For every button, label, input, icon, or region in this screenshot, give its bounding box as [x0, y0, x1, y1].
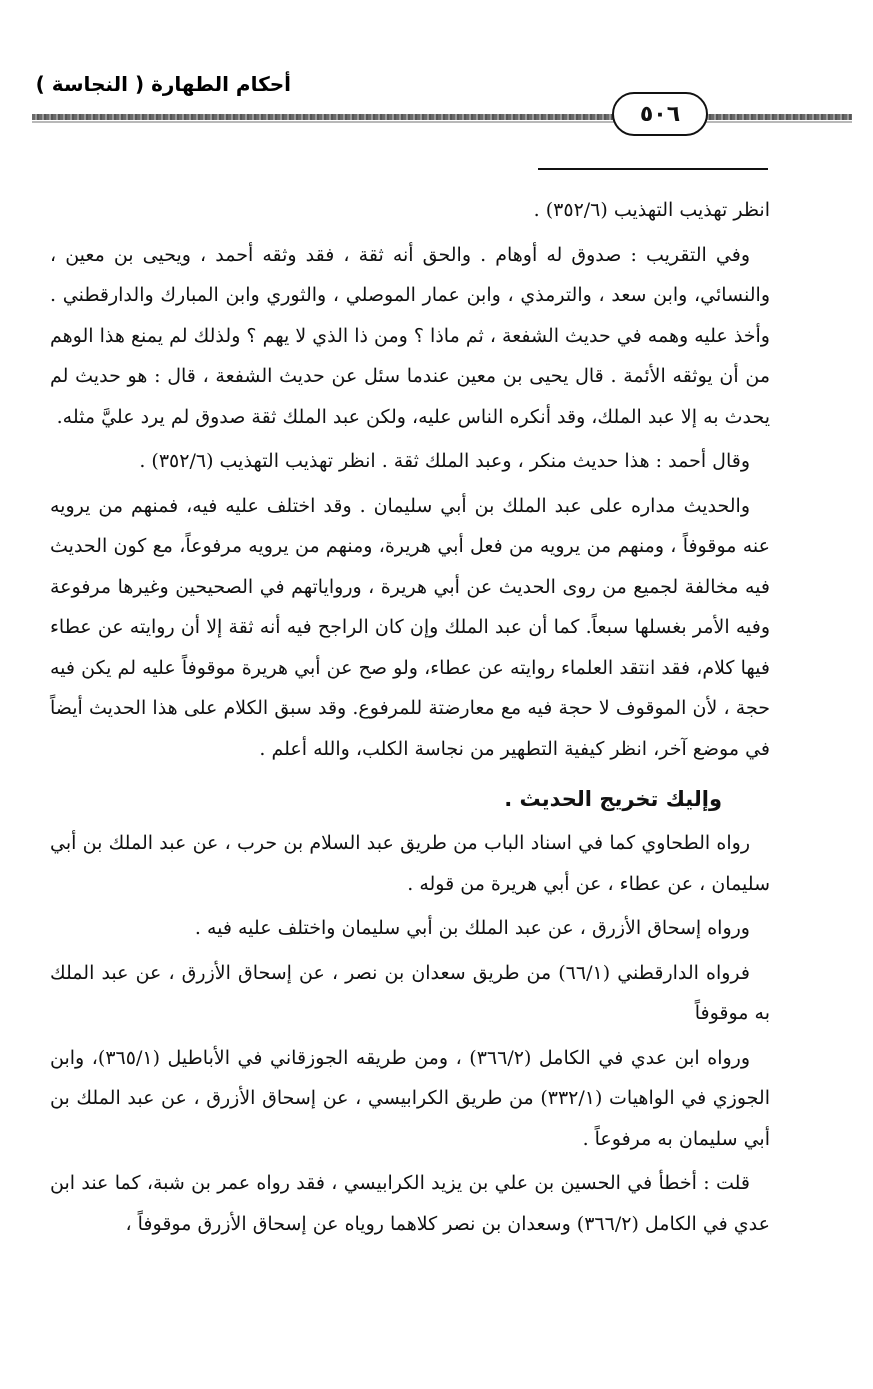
paragraph: قلت : أخطأ في الحسين بن علي بن يزيد الكرابيسي ، فقد رواه عمر بن شبة، كما عند ابن عدي في الكامل (٣٦٦/٢) وسعدان بن نصر كلاهما روياه عن إسحاق الأزرق موقوفاً ،	[50, 1172, 770, 1235]
section-heading: وإليك تخريج الحديث .	[504, 787, 722, 811]
paragraph: انظر تهذيب التهذيب (٣٥٢/٦) .	[533, 199, 770, 221]
header-rule	[32, 114, 852, 120]
paragraph: فرواه الدارقطني (٦٦/١) من طريق سعدان بن نصر ، عن إسحاق الأزرق ، عن عبد الملك به موقوفاً	[50, 961, 770, 1024]
paragraph: ورواه ابن عدي في الكامل (٣٦٦/٢) ، ومن طريقه الجوزقاني في الأباطيل (٣٦٥/١)، وابن الجوزي في الواهيات (٣٣٢/١) من طريق الكرابيسي ، عن إسحاق الأزرق ، عن عبد الملك بن أبي سليمان به مرفوعاً .	[50, 1046, 770, 1150]
footnote-separator	[538, 168, 768, 170]
page-body	[50, 190, 770, 1248]
paragraph: رواه الطحاوي كما في اسناد الباب من طريق عبد السلام بن حرب ، عن عبد الملك بن أبي سليمان ، عن عطاء ، عن أبي هريرة من قوله .	[50, 832, 770, 895]
running-header-title: أحكام الطهارة ( النجاسة )	[35, 72, 291, 96]
header-rule-thin	[32, 121, 852, 123]
page-number: ٥٠٦	[612, 92, 708, 136]
paragraph: والحديث مداره على عبد الملك بن أبي سليمان . وقد اختلف عليه فيه، فمنهم من يرويه عنه موقوفاً ، ومنهم من يرويه من فعل أبي هريرة، ومنهم من يرويه مرفوعاً، مع كون الحديث فيه مخالفة لجميع من روى الحديث عن أبي هريرة ، ورواياتهم في الصحيحين وغيرها مرفوعة وفيه الأمر بغسلها سبعاً. كما أن عبد الملك وإن كان الراجح فيه أنه ثقة إلا أن روايته عن عطاء فيها كلام، فقد انتقد العلماء روايته عن عطاء، ولو صح عن أبي هريرة موقوفاً عليه لم يكن فيه حجة ، لأن الموقوف لا حجة فيه مع معارضتة للمرفوع. وقد سبق الكلام على هذا الحديث أيضاً في موضع آخر، انظر كيفية التطهير من نجاسة الكلب، والله أعلم .	[50, 494, 770, 760]
paragraph: وقال أحمد : هذا حديث منكر ، وعبد الملك ثقة . انظر تهذيب التهذيب (٣٥٢/٦) .	[139, 450, 750, 472]
paragraph: وفي التقريب : صدوق له أوهام . والحق أنه ثقة ، فقد وثقه أحمد ، ويحيى بن معين ، والنسائي، وابن سعد ، والترمذي ، وابن عمار الموصلي ، والثوري وابن المبارك والدارقطني . وأخذ عليه وهمه في حديث الشفعة ، ثم ماذا ؟ ومن ذا الذي لا يهم ؟ ولذلك لم يمنع هذا الوهم من أن يوثقه الأئمة . قال يحيى بن معين عندما سئل عن حديث الشفعة ، قال : هو حديث لم يحدث به إلا عبد الملك، وقد أنكره الناس عليه، ولكن عبد الملك ثقة صدوق لم يرد عليَّ مثله.	[50, 243, 770, 428]
paragraph: ورواه إسحاق الأزرق ، عن عبد الملك بن أبي سليمان واختلف عليه فيه .	[194, 917, 750, 939]
